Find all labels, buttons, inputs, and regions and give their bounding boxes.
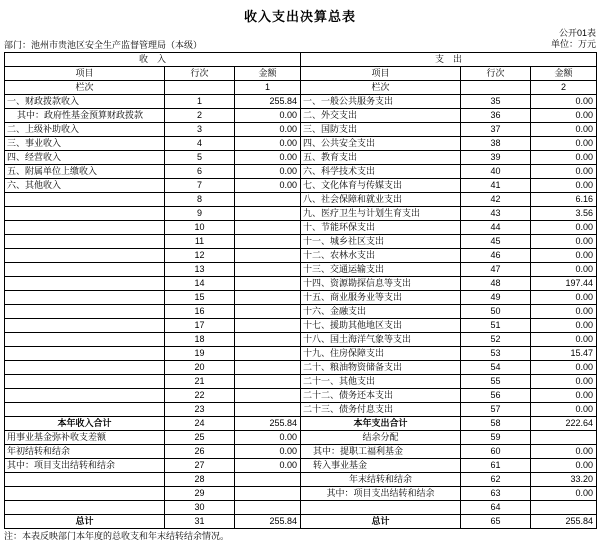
expenditure-amount: 0.00 [531, 150, 597, 164]
table-row [5, 332, 597, 346]
expenditure-amount: 0.00 [531, 360, 597, 374]
income-item-label [5, 486, 165, 500]
income-line-number: 7 [165, 178, 235, 192]
table-row [5, 136, 597, 150]
income-line-number: 24 [165, 416, 235, 430]
expenditure-line-number: 59 [461, 430, 531, 444]
income-line-number: 4 [165, 136, 235, 150]
income-item-label [5, 388, 165, 402]
table-row [5, 276, 597, 290]
expenditure-item-label: 十三、交通运输支出 [301, 262, 461, 276]
income-amount [235, 486, 301, 500]
table-row [5, 164, 597, 178]
income-amount: 0.00 [235, 150, 301, 164]
expenditure-line-number: 46 [461, 248, 531, 262]
expenditure-line-number: 58 [461, 416, 531, 430]
income-item-label: 其中：项目支出结转和结余 [5, 458, 165, 472]
expenditure-amount: 197.44 [531, 276, 597, 290]
expenditure-amount: 15.47 [531, 346, 597, 360]
page-title: 收入支出决算总表 [4, 0, 596, 28]
expenditure-item-label: 其中：项目支出结转和结余 [301, 486, 461, 500]
income-line-number: 12 [165, 248, 235, 262]
income-item-label [5, 234, 165, 248]
income-item-label [5, 318, 165, 332]
income-line-number: 17 [165, 318, 235, 332]
table-row [5, 318, 597, 332]
expenditure-amount: 0.00 [531, 262, 597, 276]
income-line-number: 23 [165, 402, 235, 416]
expenditure-amount: 0.00 [531, 402, 597, 416]
income-line-number: 5 [165, 150, 235, 164]
meta-right [551, 28, 596, 51]
expenditure-amount: 0.00 [531, 108, 597, 122]
income-subitem-header: 栏次 [5, 80, 165, 94]
expenditure-line-number: 60 [461, 444, 531, 458]
expend-subitem-blank [461, 80, 531, 94]
expenditure-line-number: 44 [461, 220, 531, 234]
income-item-label [5, 346, 165, 360]
expenditure-line-number: 48 [461, 276, 531, 290]
income-line-number: 10 [165, 220, 235, 234]
income-line-number: 2 [165, 108, 235, 122]
table-row [5, 178, 597, 192]
expenditure-amount [531, 500, 597, 514]
expenditure-item-label: 十六、金融支出 [301, 304, 461, 318]
expenditure-amount: 0.00 [531, 122, 597, 136]
table-row [5, 192, 597, 206]
expenditure-line-number: 36 [461, 108, 531, 122]
income-line-number: 28 [165, 472, 235, 486]
income-amount: 0.00 [235, 136, 301, 150]
income-item-label: 五、附属单位上缴收入 [5, 164, 165, 178]
expenditure-amount: 0.00 [531, 486, 597, 500]
expenditure-amount: 0.00 [531, 164, 597, 178]
table-row [5, 122, 597, 136]
expenditure-item-label: 二十三、债务付息支出 [301, 402, 461, 416]
expenditure-item-label: 二、外交支出 [301, 108, 461, 122]
expenditure-item-label: 十二、农林水支出 [301, 248, 461, 262]
expenditure-line-number: 42 [461, 192, 531, 206]
income-amount [235, 500, 301, 514]
expenditure-line-number: 41 [461, 178, 531, 192]
expenditure-item-label: 年末结转和结余 [301, 472, 461, 486]
expenditure-line-number: 45 [461, 234, 531, 248]
income-line-number: 14 [165, 276, 235, 290]
expenditure-item-label: 十九、住房保障支出 [301, 346, 461, 360]
table-row [5, 150, 597, 164]
expend-group-header: 支 出 [301, 52, 597, 66]
footnote: 注：本表反映部门本年度的总收支和年末结转结余情况。 [4, 529, 596, 542]
income-amount [235, 374, 301, 388]
income-line-number: 9 [165, 206, 235, 220]
income-amount: 0.00 [235, 108, 301, 122]
expenditure-line-number: 35 [461, 94, 531, 108]
income-line-number: 15 [165, 290, 235, 304]
income-item-header: 项目 [5, 66, 165, 80]
income-column-number: 1 [235, 80, 301, 94]
expenditure-amount: 0.00 [531, 458, 597, 472]
table-summary-row [5, 472, 597, 486]
department-value: 池州市贵池区安全生产监督管理局（本级） [31, 40, 202, 50]
expenditure-total-amount: 255.84 [531, 514, 597, 528]
expend-column-number: 2 [531, 80, 597, 94]
expenditure-amount: 0.00 [531, 374, 597, 388]
expenditure-line-number: 43 [461, 206, 531, 220]
income-item-label [5, 472, 165, 486]
expend-amount-header: 金额 [531, 66, 597, 80]
expenditure-item-label: 十、节能环保支出 [301, 220, 461, 234]
expenditure-item-label: 九、医疗卫生与计划生育支出 [301, 206, 461, 220]
income-amount [235, 234, 301, 248]
income-line-number: 16 [165, 304, 235, 318]
income-amount: 0.00 [235, 122, 301, 136]
income-total-label: 总计 [5, 514, 165, 528]
expenditure-amount: 0.00 [531, 444, 597, 458]
income-item-label [5, 500, 165, 514]
table-row [5, 220, 597, 234]
income-item-label: 三、事业收入 [5, 136, 165, 150]
expenditure-line-number: 55 [461, 374, 531, 388]
expend-item-header: 项目 [301, 66, 461, 80]
expenditure-line-number: 47 [461, 262, 531, 276]
income-amount: 0.00 [235, 444, 301, 458]
unit-label: 单位：万元 [551, 39, 596, 50]
income-amount [235, 262, 301, 276]
income-group-header: 收 入 [5, 52, 301, 66]
income-line-number: 25 [165, 430, 235, 444]
expenditure-item-label: 本年支出合计 [301, 416, 461, 430]
expenditure-item-label: 六、科学技术支出 [301, 164, 461, 178]
income-amount: 0.00 [235, 458, 301, 472]
table-row [5, 346, 597, 360]
expenditure-total-label: 总计 [301, 514, 461, 528]
table-summary-row [5, 444, 597, 458]
expenditure-line-number: 54 [461, 360, 531, 374]
income-amount [235, 220, 301, 234]
income-item-label [5, 192, 165, 206]
expenditure-line-number: 56 [461, 388, 531, 402]
table-column-header-row [5, 66, 597, 80]
expenditure-line-number: 39 [461, 150, 531, 164]
table-summary-row [5, 486, 597, 500]
expenditure-amount: 33.20 [531, 472, 597, 486]
income-line-number: 19 [165, 346, 235, 360]
expenditure-item-label [301, 500, 461, 514]
income-line-number: 26 [165, 444, 235, 458]
income-line-number: 27 [165, 458, 235, 472]
expenditure-line-number: 51 [461, 318, 531, 332]
table-row [5, 262, 597, 276]
expenditure-amount [531, 430, 597, 444]
expenditure-amount: 222.64 [531, 416, 597, 430]
income-amount: 0.00 [235, 164, 301, 178]
department-line [4, 38, 202, 51]
income-line-number: 20 [165, 360, 235, 374]
income-item-label: 用事业基金弥补收支差额 [5, 430, 165, 444]
expenditure-amount: 0.00 [531, 318, 597, 332]
expenditure-item-label: 四、公共安全支出 [301, 136, 461, 150]
expenditure-amount: 3.56 [531, 206, 597, 220]
expenditure-item-label: 八、社会保障和就业支出 [301, 192, 461, 206]
expenditure-amount: 0.00 [531, 234, 597, 248]
income-amount-header: 金额 [235, 66, 301, 80]
income-line-number: 21 [165, 374, 235, 388]
income-amount [235, 206, 301, 220]
income-amount [235, 276, 301, 290]
table-row [5, 374, 597, 388]
income-line-number: 29 [165, 486, 235, 500]
income-amount [235, 192, 301, 206]
income-item-label [5, 262, 165, 276]
expenditure-total-line-number: 65 [461, 514, 531, 528]
expenditure-amount: 0.00 [531, 136, 597, 150]
expenditure-amount: 0.00 [531, 220, 597, 234]
expenditure-amount: 0.00 [531, 332, 597, 346]
income-amount: 0.00 [235, 430, 301, 444]
income-item-label: 二、上级补助收入 [5, 122, 165, 136]
income-amount [235, 318, 301, 332]
income-line-number: 13 [165, 262, 235, 276]
public-number: 公开01表 [551, 28, 596, 39]
table-row [5, 234, 597, 248]
expenditure-line-number: 64 [461, 500, 531, 514]
income-item-label: 本年收入合计 [5, 416, 165, 430]
table-row [5, 290, 597, 304]
expenditure-line-number: 50 [461, 304, 531, 318]
income-line-number: 3 [165, 122, 235, 136]
table-subheader-row [5, 80, 597, 94]
expenditure-amount: 0.00 [531, 94, 597, 108]
table-summary-row [5, 500, 597, 514]
expenditure-item-label: 十五、商业服务业等支出 [301, 290, 461, 304]
income-item-label: 一、财政拨款收入 [5, 94, 165, 108]
expenditure-line-number: 57 [461, 402, 531, 416]
income-line-number: 1 [165, 94, 235, 108]
income-item-label: 年初结转和结余 [5, 444, 165, 458]
income-item-label [5, 374, 165, 388]
expenditure-line-number: 53 [461, 346, 531, 360]
income-line-number: 6 [165, 164, 235, 178]
income-amount [235, 472, 301, 486]
expenditure-item-label: 其中：提职工福利基金 [301, 444, 461, 458]
income-amount: 0.00 [235, 178, 301, 192]
income-item-label [5, 290, 165, 304]
expenditure-item-label: 转入事业基金 [301, 458, 461, 472]
table-row [5, 94, 597, 108]
expenditure-line-number: 38 [461, 136, 531, 150]
income-amount [235, 332, 301, 346]
table-row [5, 402, 597, 416]
expenditure-line-number: 63 [461, 486, 531, 500]
table-row [5, 248, 597, 262]
table-row [5, 304, 597, 318]
income-total-amount: 255.84 [235, 514, 301, 528]
expenditure-item-label: 一、一般公共服务支出 [301, 94, 461, 108]
income-amount [235, 304, 301, 318]
expenditure-item-label: 十七、援助其他地区支出 [301, 318, 461, 332]
table-summary-row [5, 416, 597, 430]
income-amount: 255.84 [235, 94, 301, 108]
expenditure-line-number: 37 [461, 122, 531, 136]
expenditure-line-number: 52 [461, 332, 531, 346]
expenditure-item-label: 二十二、债务还本支出 [301, 388, 461, 402]
income-subitem-blank [165, 80, 235, 94]
income-item-label: 四、经营收入 [5, 150, 165, 164]
income-item-label [5, 220, 165, 234]
table-row [5, 108, 597, 122]
table-row [5, 360, 597, 374]
expend-lineno-header: 行次 [461, 66, 531, 80]
income-amount [235, 388, 301, 402]
income-item-label [5, 248, 165, 262]
income-line-number: 30 [165, 500, 235, 514]
expenditure-amount: 0.00 [531, 178, 597, 192]
table-summary-row [5, 430, 597, 444]
expenditure-amount: 0.00 [531, 290, 597, 304]
income-total-line-number: 31 [165, 514, 235, 528]
expenditure-item-label: 五、教育支出 [301, 150, 461, 164]
table-total-row [5, 514, 597, 528]
income-item-label: 其中：政府性基金预算财政拨款 [5, 108, 165, 122]
expend-subitem-header: 栏次 [301, 80, 461, 94]
income-lineno-header: 行次 [165, 66, 235, 80]
expenditure-item-label: 结余分配 [301, 430, 461, 444]
income-item-label [5, 360, 165, 374]
expenditure-amount: 6.16 [531, 192, 597, 206]
expenditure-line-number: 49 [461, 290, 531, 304]
expenditure-item-label: 十八、国土海洋气象等支出 [301, 332, 461, 346]
expenditure-item-label: 二十、粮油物资储备支出 [301, 360, 461, 374]
income-line-number: 22 [165, 388, 235, 402]
income-amount [235, 360, 301, 374]
income-line-number: 18 [165, 332, 235, 346]
income-amount [235, 290, 301, 304]
income-amount: 255.84 [235, 416, 301, 430]
expenditure-line-number: 40 [461, 164, 531, 178]
expenditure-item-label: 二十一、其他支出 [301, 374, 461, 388]
expenditure-amount: 0.00 [531, 248, 597, 262]
expenditure-item-label: 十一、城乡社区支出 [301, 234, 461, 248]
expenditure-line-number: 62 [461, 472, 531, 486]
table-row [5, 206, 597, 220]
expenditure-item-label: 三、国防支出 [301, 122, 461, 136]
income-amount [235, 346, 301, 360]
income-item-label [5, 402, 165, 416]
income-item-label [5, 206, 165, 220]
income-line-number: 11 [165, 234, 235, 248]
income-amount [235, 248, 301, 262]
expenditure-amount: 0.00 [531, 388, 597, 402]
meta-bar [4, 28, 596, 52]
income-item-label: 六、其他收入 [5, 178, 165, 192]
income-item-label [5, 276, 165, 290]
expenditure-amount: 0.00 [531, 304, 597, 318]
expenditure-line-number: 61 [461, 458, 531, 472]
expenditure-item-label: 十四、资源勘探信息等支出 [301, 276, 461, 290]
department-label: 部门： [4, 40, 31, 50]
expenditure-item-label: 七、文化体育与传媒支出 [301, 178, 461, 192]
budget-table [4, 52, 597, 529]
income-item-label [5, 332, 165, 346]
income-item-label [5, 304, 165, 318]
table-row [5, 388, 597, 402]
income-amount [235, 402, 301, 416]
table-group-header-row [5, 52, 597, 66]
table-summary-row [5, 458, 597, 472]
income-line-number: 8 [165, 192, 235, 206]
